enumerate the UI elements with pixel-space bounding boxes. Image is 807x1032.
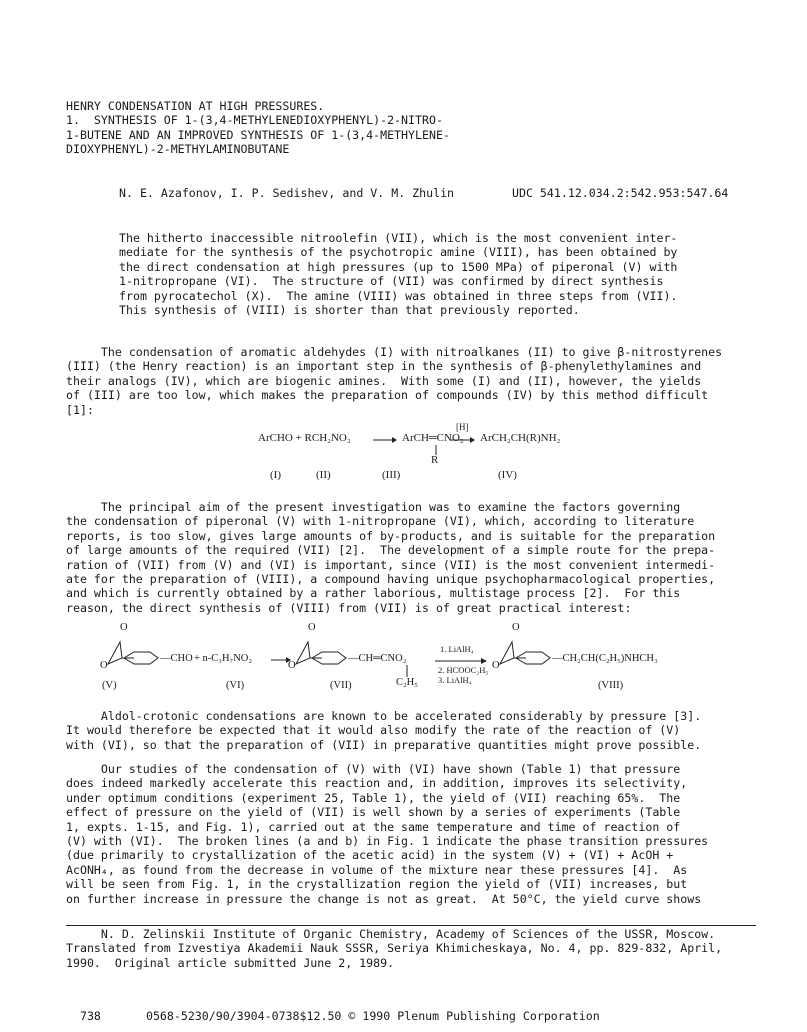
footnote	[66, 927, 766, 970]
page-number: 738	[79, 1009, 101, 1024]
paragraph-line: [1]:	[66, 402, 94, 417]
reagent-nitropropane: + n-C₃H₇NO₂	[194, 653, 253, 664]
paragraph-line: It would therefore be expected that it would also modify the rate of the reaction of (V)	[66, 723, 681, 738]
paragraph-line: under optimum conditions (experiment 25, Table 1), the yield of (VII) reaching 65%. The	[66, 790, 681, 805]
title-line: DIOXYPHENYL)-2-METHYLAMINOBUTANE	[66, 142, 290, 157]
reaction-arrow-icon	[450, 435, 476, 445]
title-line: 1-BUTENE AND AN IMPROVED SYNTHESIS OF 1-(3,4-METHYLENE-	[66, 127, 450, 142]
paragraph-line: (V) with (VI). The broken lines (a and b) in Fig. 1 indicate the phase transition pressures	[66, 834, 709, 849]
publication-code: 0568-5230/90/3904-0738$12.50 © 1990 Plenum Publishing Corporation	[145, 1009, 600, 1024]
reaction-step: 2. HCOOC₂H₅	[438, 665, 489, 675]
paragraph-intro	[66, 345, 766, 417]
paragraph-line: and which is currently obtained by a rather laborious, multistage process [2]. For this	[66, 586, 681, 601]
reactant-group: —CHO	[160, 653, 193, 664]
paragraph-line: reason, the direct synthesis of (VIII) from (VII) is of great practical interest:	[66, 600, 632, 615]
ring-oxygen: O	[308, 622, 316, 633]
paragraph-line: on further increase in pressure the change is not as great. At 50°C, the yield curve shows	[66, 891, 702, 906]
title-line: HENRY CONDENSATION AT HIGH PRESSURES.	[66, 99, 325, 113]
paragraph-line: ration of (VII) from (V) and (VI) is important, since (VII) is the most convenient intermedi-	[66, 557, 716, 572]
abstract-line: The hitherto inaccessible nitroolefin (VII), which is the most convenient inter-	[119, 231, 678, 245]
paragraph-results	[66, 762, 766, 906]
compound-label: (I)	[270, 469, 281, 481]
udc-code: UDC 541.12.034.2:542.953:547.64	[512, 186, 729, 200]
compound-label: (IV)	[498, 469, 517, 481]
reaction-scheme-2	[100, 622, 740, 698]
compound-label: (II)	[316, 469, 331, 481]
ring-oxygen: O	[120, 622, 128, 633]
paragraph-line: The principal aim of the present investigation was to examine the factors governing	[66, 500, 681, 514]
footnote-line: 1990. Original article submitted June 2, 1989.	[66, 955, 395, 970]
scheme1-intermediate: ArCH═CNO₂	[402, 432, 464, 444]
paragraph-line: the condensation of piperonal (V) with 1-nitropropane (VI), which, according to literature	[66, 514, 695, 529]
scheme1-reagent: [H]	[456, 422, 469, 432]
reaction-step: 1. LiAlH₄	[440, 644, 474, 654]
ring-oxygen: O	[288, 660, 296, 671]
article-title	[66, 99, 766, 157]
reaction-arrow-icon	[434, 657, 488, 665]
paragraph-line: of (III) are too low, which makes the preparation of compounds (IV) by this method difficult	[66, 388, 709, 403]
reaction-arrow-icon	[372, 435, 398, 445]
scheme1-product: ArCH₂CH(R)NH₂	[480, 432, 561, 444]
paragraph-line: will be seen from Fig. 1, in the crystallization region the yield of (VII) increases, but	[66, 877, 688, 892]
paragraph-line: (due primarily to crystallization of the acetic acid) in the system (V) + (VI) + AcOH +	[66, 848, 674, 863]
intermediate-group: —CH═CNO₂	[348, 653, 407, 664]
ethyl-substituent: C₂H₅	[396, 677, 418, 688]
product-group: —CH₂CH(C₂H₅)NHCH₃	[552, 653, 658, 664]
scheme1-reactants: ArCHO + RCH₂NO₂	[258, 432, 351, 444]
abstract	[119, 231, 759, 317]
paragraph-line: reports, is too slow, gives large amounts of by-products, and is suitable for the preparation	[66, 528, 716, 543]
abstract-line: the direct condensation at high pressures (up to 1500 MPa) of piperonal (V) with	[119, 259, 678, 274]
page-footer	[66, 995, 600, 1024]
paragraph-line: Our studies of the condensation of (V) with (VI) have shown (Table 1) that pressure	[66, 762, 681, 776]
paragraph-line: The condensation of aromatic aldehydes (I) with nitroalkanes (II) to give β-nitrostyrenes	[66, 345, 723, 359]
paragraph-line: AcONH₄, as found from the decrease in volume of the mixture near these pressures [4]. As	[66, 862, 688, 877]
ring-oxygen: O	[512, 622, 520, 633]
abstract-line: 1-nitropropane (VI). The structure of (VII) was confirmed by direct synthesis	[119, 274, 664, 289]
compound-label: (III)	[382, 469, 401, 481]
bond-line	[404, 665, 410, 677]
reaction-step: 3. LiAlH₄	[438, 675, 472, 685]
paragraph-line: effect of pressure on the yield of (VII) is well shown by a series of experiments (Table	[66, 805, 681, 820]
paragraph-line: with (VI), so that the preparation of (VII) in preparative quantities might prove possible.	[66, 737, 702, 752]
compound-label: (VII)	[330, 680, 352, 691]
paragraph-line: (III) (the Henry reaction) is an important step in the synthesis of β-phenylethylamines and	[66, 359, 702, 374]
scheme1-substituent: R	[431, 454, 439, 466]
ring-oxygen: O	[100, 660, 108, 671]
title-line: 1. SYNTHESIS OF 1-(3,4-METHYLENEDIOXYPHENYL)-2-NITRO-	[66, 113, 443, 128]
paragraph-line: Aldol-crotonic condensations are known to be accelerated considerably by pressure [3].	[66, 709, 702, 723]
paragraph-aldol	[66, 709, 766, 752]
compound-label: (VIII)	[598, 680, 624, 691]
footnote-line: N. D. Zelinskii Institute of Organic Chemistry, Academy of Sciences of the USSR, Moscow.	[66, 927, 716, 941]
ring-oxygen: O	[492, 660, 500, 671]
paragraph-line: ate for the preparation of (VIII), a compound having unique psychopharmacological properties,	[66, 572, 716, 587]
authors: N. E. Azafonov, I. P. Sedishev, and V. M. Zhulin	[119, 186, 455, 200]
abstract-line: This synthesis of (VIII) is shorter than that previously reported.	[119, 303, 580, 318]
compound-label: (V)	[102, 680, 117, 691]
paragraph-line: of large amounts of the required (VII) [2]. The development of a simple route for the prepa-	[66, 543, 716, 558]
abstract-line: mediate for the synthesis of the psychotropic amine (VIII), has been obtained by	[119, 245, 678, 260]
paragraph-line: their analogs (IV), which are biogenic amines. With some (I) and (II), however, the yields	[66, 373, 702, 388]
compound-label: (VI)	[226, 680, 245, 691]
paragraph-line: does indeed markedly accelerate this reaction and, in addition, improves its selectivity,	[66, 776, 688, 791]
abstract-line: from pyrocatechol (X). The amine (VIII) was obtained in three steps from (VII).	[119, 288, 678, 303]
paragraph-line: 1, expts. 1-15, and Fig. 1), carried out at the same temperature and time of reaction of	[66, 819, 681, 834]
reaction-scheme-1	[258, 422, 678, 482]
footnote-divider	[66, 925, 756, 926]
paragraph-aim	[66, 500, 766, 615]
footnote-line: Translated from Izvestiya Akademii Nauk SSSR, Seriya Khimicheskaya, No. 4, pp. 829-832, April,	[66, 941, 723, 956]
